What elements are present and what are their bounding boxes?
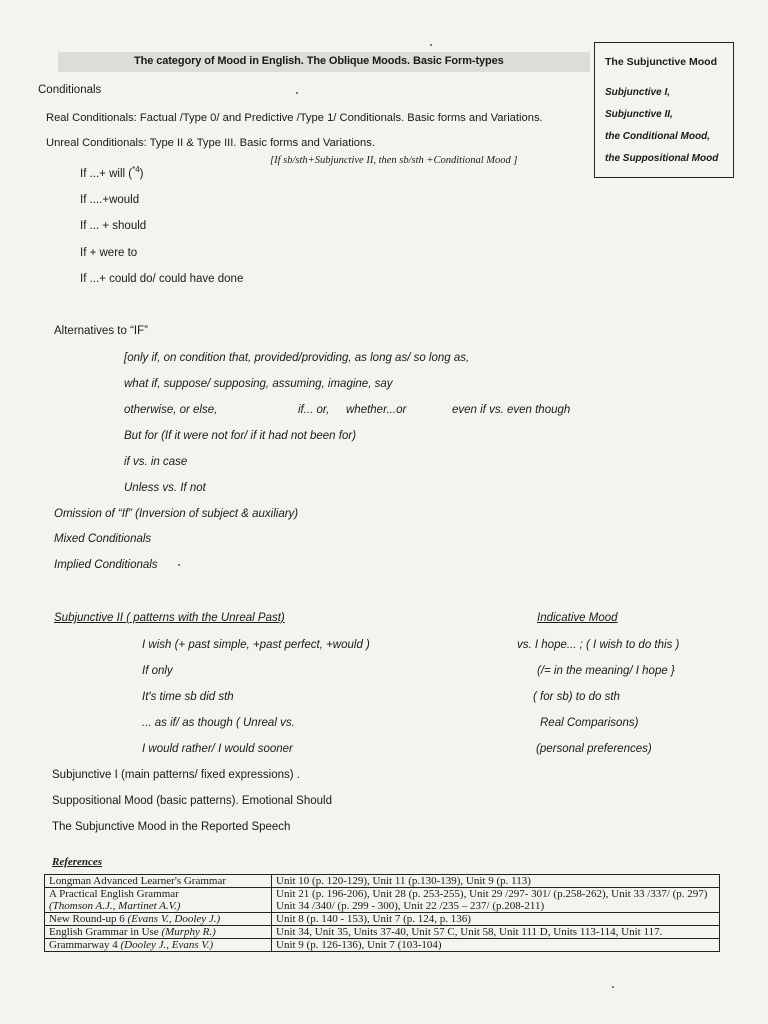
scan-speck — [612, 986, 614, 988]
book-title: English Grammar in Use — [49, 926, 159, 938]
references-table — [44, 874, 720, 952]
sidebox-title: The Subjunctive Mood — [605, 56, 717, 68]
reference-book — [45, 888, 272, 913]
table-row — [45, 926, 720, 939]
sidebox-item: Subjunctive I, — [605, 87, 671, 98]
indicative-pattern: ( for sb) to do sth — [533, 691, 620, 703]
indicative-pattern: (personal preferences) — [536, 743, 652, 755]
table-row — [45, 888, 720, 913]
alternatives-line: what if, suppose/ supposing, assuming, imagine, say — [124, 378, 393, 390]
reference-book — [45, 875, 272, 888]
scan-speck — [430, 44, 432, 46]
alternatives-line: Unless vs. If not — [124, 482, 206, 494]
indicative-heading: Indicative Mood — [537, 612, 618, 624]
subj2-pattern: It's time sb did sth — [142, 691, 234, 703]
reference-units: Unit 8 (p. 140 - 153), Unit 7 (p. 124, p. 136) — [272, 913, 720, 926]
topic-subjunctive1: Subjunctive I (main patterns/ fixed expressions) . — [52, 769, 301, 781]
pattern-text: If ...+ will ( — [80, 167, 133, 180]
alternatives-line: [only if, on condition that, provided/providing, as long as/ so long as, — [124, 352, 470, 364]
conditionals-heading: Conditionals — [38, 84, 102, 96]
page-title: The category of Mood in English. The Oblique Moods. Basic Form-types — [134, 55, 504, 67]
reference-units: Unit 34, Unit 35, Units 37-40, Unit 57 C, Unit 58, Unit 111 D, Units 113-114, Unit 117. — [272, 926, 720, 939]
alternatives-heading: Alternatives to “IF” — [54, 325, 148, 337]
reference-units: Unit 21 (p. 196-206), Unit 28 (p. 253-255), Unit 29 /297- 301/ (p.258-262), Unit 33 /337/ (p. 297) Unit 34 /340/ (p. 299 - 300), Unit 22 /235 – 237/ (p.208-211) — [272, 888, 720, 913]
book-title: New Round-up 6 — [49, 913, 125, 925]
book-authors: (Dooley J., Evans V.) — [120, 939, 214, 951]
references-heading: References — [52, 856, 103, 868]
reference-book — [45, 939, 272, 952]
subj2-pattern: I wish (+ past simple, +past perfect, +would ) — [142, 639, 370, 651]
sidebox-item: the Suppositional Mood — [605, 153, 719, 164]
scan-speck — [296, 92, 298, 94]
book-authors: (Evans V., Dooley J.) — [127, 913, 221, 925]
book-authors: (Thomson A.J., Martinet A.V.) — [49, 900, 181, 912]
subj2-pattern: I would rather/ I would sooner — [142, 743, 293, 755]
reference-book — [45, 926, 272, 939]
subjunctive2-heading: Subjunctive II ( patterns with the Unreal Past) — [54, 612, 285, 624]
pattern-close: ) — [139, 167, 144, 180]
pattern-if-would: If ....+would — [80, 194, 140, 206]
book-title: Grammarway 4 — [49, 939, 118, 951]
alternatives-line: whether...or — [346, 404, 407, 416]
indicative-pattern: Real Comparisons) — [540, 717, 639, 729]
alternatives-line: otherwise, or else, — [124, 404, 218, 416]
alternatives-line: But for (If it were not for/ if it had not been for) — [124, 430, 357, 442]
book-authors: (Murphy R.) — [161, 926, 216, 938]
conditional-formula: [If sb/sth+Subjunctive II, then sb/sth +Conditional Mood ] — [270, 155, 518, 166]
sidebox-item: Subjunctive II, — [605, 109, 673, 120]
subj2-pattern: If only — [142, 665, 173, 677]
alternatives-line: if... or, — [298, 404, 330, 416]
subj2-pattern: ... as if/ as though ( Unreal vs. — [142, 717, 295, 729]
unreal-conditionals-line: Unreal Conditionals: Type II & Type III. Basic forms and Variations. — [46, 137, 375, 149]
pattern-if-will — [80, 165, 143, 180]
indicative-pattern: vs. I hope... ; ( I wish to do this ) — [517, 639, 680, 651]
topic-implied: Implied Conditionals — [54, 559, 158, 571]
topic-omission: Omission of “If” (Inversion of subject & auxiliary) — [54, 508, 299, 520]
book-title: Longman Advanced Learner's Grammar — [49, 875, 226, 887]
pattern-if-were-to: If + were to — [80, 247, 138, 259]
sidebox-item: the Conditional Mood, — [605, 131, 710, 142]
topic-reported-speech: The Subjunctive Mood in the Reported Speech — [52, 821, 291, 833]
pattern-if-should: If ... + should — [80, 220, 147, 232]
pattern-superscript: *4 — [132, 165, 140, 174]
topic-mixed: Mixed Conditionals — [54, 533, 152, 545]
table-row — [45, 875, 720, 888]
subjunctive-mood-box — [594, 42, 734, 178]
book-title: A Practical English Grammar — [49, 888, 179, 900]
alternatives-line: even if vs. even though — [452, 404, 571, 416]
pattern-if-could: If ...+ could do/ could have done — [80, 273, 244, 285]
reference-units: Unit 10 (p. 120-129), Unit 11 (p.130-139), Unit 9 (p. 113) — [272, 875, 720, 888]
topic-suppositional: Suppositional Mood (basic patterns). Emotional Should — [52, 795, 332, 807]
table-row — [45, 939, 720, 952]
indicative-pattern: (/= in the meaning/ I hope } — [537, 665, 675, 677]
alternatives-line: if vs. in case — [124, 456, 188, 468]
reference-book — [45, 913, 272, 926]
reference-units: Unit 9 (p. 126-136), Unit 7 (103-104) — [272, 939, 720, 952]
table-row — [45, 913, 720, 926]
real-conditionals-line: Real Conditionals: Factual /Type 0/ and Predictive /Type 1/ Conditionals. Basic forms and Variations. — [46, 112, 543, 124]
scan-speck — [178, 564, 180, 566]
